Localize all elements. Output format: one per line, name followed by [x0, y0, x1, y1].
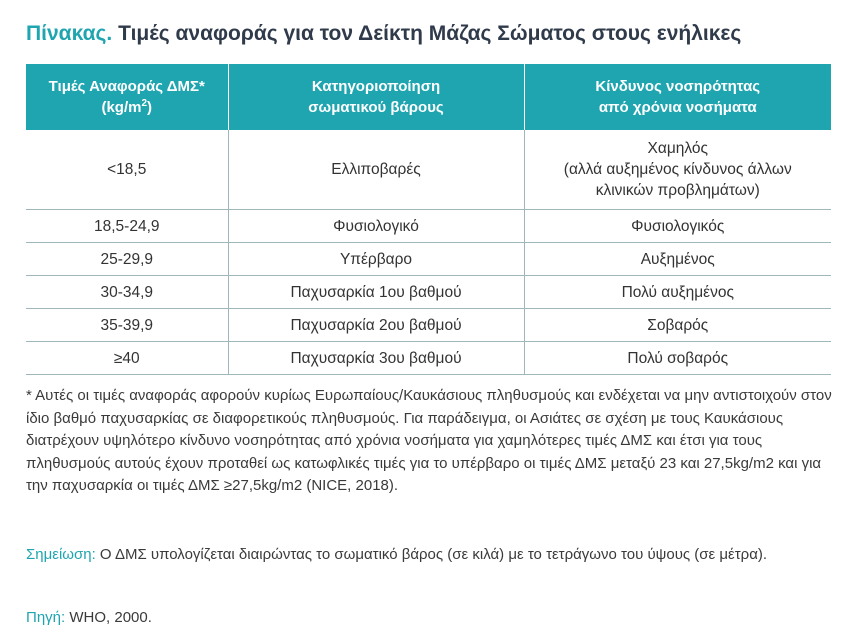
header-category-line1: Κατηγοριοποίηση	[311, 78, 441, 95]
table-row	[26, 130, 831, 210]
header-bmi-line2: $(kg/m^2)$	[101, 98, 153, 116]
bmi-cell: 18,5-24,9	[26, 210, 228, 243]
note-text: Ο ΔΜΣ υπολογίζεται διαιρώντας το σωματικό βάρος (σε κιλά) με το τετράγωνο του ύψους (σε μέτρα).	[95, 546, 768, 563]
page-title	[26, 20, 741, 48]
category-cell: Υπέρβαρο	[228, 243, 524, 276]
risk-cell: Φυσιολογικός	[524, 210, 831, 243]
header-weight-category	[228, 64, 524, 130]
bmi-cell: 25-29,9	[26, 243, 228, 276]
bmi-cell: 35-39,9	[26, 309, 228, 342]
footnote: * Αυτές οι τιμές αναφοράς αφορούν κυρίως Ευρωπαίους/Καυκάσιους πληθυσμούς και ενδέχεται να μην αντιστοιχούν στον ίδιο βαθμό παχυσαρκίας σε διαφορετικούς πληθυσμούς. Για παράδειγμα, οι Ασιάτες σε σχέση με τους Καυκάσιους διατρέχουν υψηλότερο κίνδυνο νοσηρότητας από χρόνια νοσήματα για χαμηλότερες τιμές ΔΜΣ και έτσι για τους πληθυσμούς αυτούς έχουν προταθεί ως κατωφλικές τιμές για το υπέρβαρο οι τιμές ΔΜΣ μεταξύ 23 και 27,5kg/m2 και για την παχυσαρκία οι τιμές ΔΜΣ ≥27,5kg/m2 (NICE, 2018).	[26, 387, 832, 494]
risk-cell: Αυξημένος	[524, 243, 831, 276]
source-text: WHO, 2000.	[65, 609, 152, 626]
risk-cell: Σοβαρός	[524, 309, 831, 342]
table-row	[26, 342, 831, 375]
source-label: Πηγή:	[26, 609, 66, 626]
header-category-line2: σωματικού βάρους	[308, 99, 444, 116]
category-cell: Παχυσαρκία 3ου βαθμού	[228, 342, 524, 375]
note-label: Σημείωση:	[26, 546, 96, 563]
header-bmi-line1: Τιμές Αναφοράς ΔΜΣ*	[48, 78, 205, 95]
risk-cell: Πολύ αυξημένος	[524, 276, 831, 309]
bmi-cell: ≥40	[26, 342, 228, 375]
title-label: Πίνακας.	[26, 22, 113, 45]
header-risk-line2: από χρόνια νοσήματα	[598, 99, 757, 116]
category-cell: Φυσιολογικό	[228, 210, 524, 243]
table-row	[26, 276, 831, 309]
category-cell: Ελλιποβαρές	[228, 130, 524, 210]
table-row	[26, 210, 831, 243]
table-row	[26, 309, 831, 342]
table-row	[26, 243, 831, 276]
bmi-reference-table	[26, 64, 831, 375]
category-cell: Παχυσαρκία 2ου βαθμού	[228, 309, 524, 342]
header-morbidity-risk	[524, 64, 831, 130]
bmi-cell: <18,5	[26, 130, 228, 210]
risk-cell: Χαμηλός (αλλά αυξημένος κίνδυνος άλλων κλινικών προβλημάτων)	[524, 130, 831, 210]
table-header-row	[26, 64, 831, 130]
note	[26, 544, 836, 567]
source	[26, 607, 836, 630]
header-bmi-values	[26, 64, 228, 130]
bmi-cell: 30-34,9	[26, 276, 228, 309]
category-cell: Παχυσαρκία 1ου βαθμού	[228, 276, 524, 309]
header-risk-line1: Κίνδυνος νοσηρότητας	[595, 78, 761, 95]
risk-cell: Πολύ σοβαρός	[524, 342, 831, 375]
title-text: Τιμές αναφοράς για τον Δείκτη Μάζας Σώματος στους ενήλικες	[118, 22, 742, 45]
